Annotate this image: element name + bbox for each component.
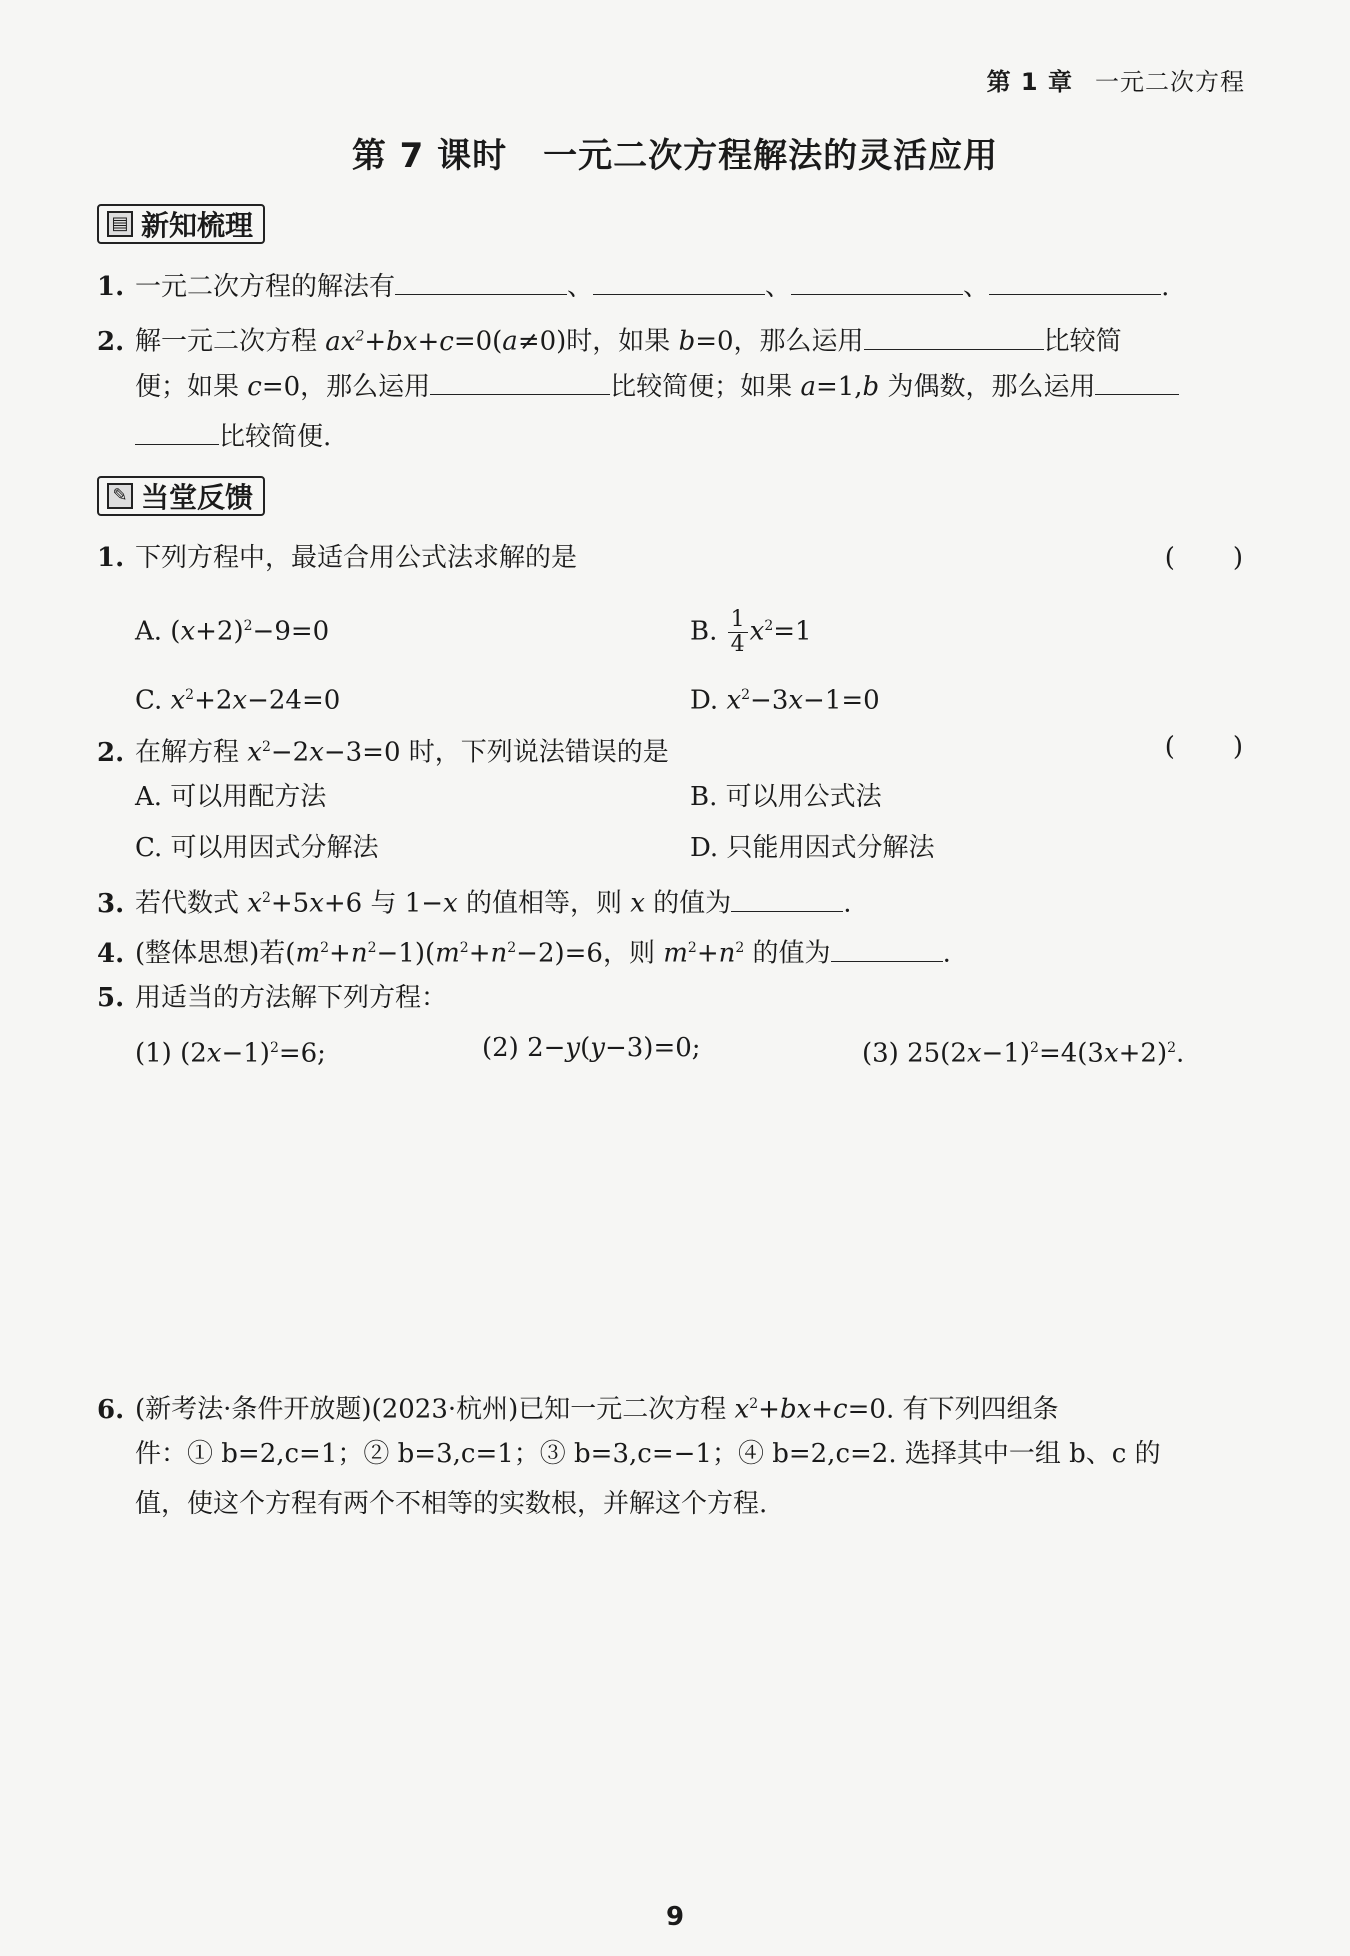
question-text: 比较简 (1043, 326, 1122, 357)
feedback-q4: 4. (整体思想)若$(m^2+n^2-1)(m^2+n^2-2)=6$，则 $m^2+n^2$ 的值为 . (97, 930, 1245, 972)
question-text: 解一元二次方程 (135, 326, 326, 357)
general-quadratic: $ax^2+bx+c$ (325, 326, 454, 357)
answer-blank[interactable] (831, 935, 943, 962)
question-number: 5. (97, 983, 125, 1013)
question-number: 2. (97, 737, 125, 768)
answer-bracket[interactable]: ( ) (1164, 543, 1245, 573)
answer-blank[interactable] (593, 268, 765, 295)
question-text: 下列方程中，最适合用公式法求解的是 (135, 543, 578, 573)
option-b[interactable]: B. 可以用公式法 (690, 782, 882, 812)
question-text: 的值相等，则 (457, 888, 631, 919)
answer-blank[interactable] (1095, 368, 1179, 395)
sub-label: (1) (135, 1038, 181, 1069)
option-a[interactable]: A. 可以用配方法 (135, 782, 327, 812)
knowledge-q1 (97, 268, 1245, 305)
separator: 、 (765, 272, 792, 302)
option-letter: B. (690, 616, 718, 647)
section-label: 新知梳理 (141, 209, 254, 242)
feedback-q6-line3: 值，使这个方程有两个不相等的实数根，并解这个方程. (135, 1489, 768, 1519)
question-text: (新考法·条件开放题)(2023·杭州)已知一元二次方程 (135, 1394, 735, 1425)
option-letter: D. (690, 685, 719, 716)
period: . (942, 938, 951, 969)
question-text: 便；如果 (135, 372, 248, 402)
separator: 、 (963, 272, 990, 302)
pencil-icon: ✎ (107, 483, 133, 509)
sub-problem-2: (2) 2−y(y−3)=0; (482, 1033, 701, 1063)
answer-blank[interactable] (989, 268, 1161, 295)
question-number: 1. (97, 272, 125, 302)
feedback-q6-line2: 件：① b=2,c=1；② b=3,c=1；③ b=3,c=−1；④ b=2,c=2. 选择其中一组 b、c 的 (135, 1439, 1161, 1469)
lesson-title (0, 128, 1350, 177)
question-text: 时，如果 (566, 326, 679, 357)
feedback-q5 (97, 980, 1245, 1016)
sub-label: (3) (862, 1038, 908, 1069)
chapter-header (987, 62, 1245, 97)
question-text: 比较简便；如果 (610, 372, 801, 402)
separator: 、 (567, 272, 594, 302)
question-number: 6. (97, 1394, 125, 1425)
question-text: 的值为 (644, 888, 732, 919)
chapter-number: 第 1 章 (986, 68, 1073, 96)
question-text: 用适当的方法解下列方程： (135, 983, 448, 1013)
answer-bracket[interactable]: ( ) (1164, 732, 1245, 762)
option-d[interactable]: D. 只能用因式分解法 (690, 833, 935, 863)
question-text: . 有下列四组条 (885, 1394, 1059, 1425)
question-text: ，那么运用 (733, 326, 864, 357)
feedback-q2: 2. 在解方程 $x^2-2x-3=0$ 时，下列说法错误的是 ( ) (97, 729, 1245, 771)
book-icon: ▤ (107, 211, 133, 237)
sub-problem-1: (1) $(2x-1)^2=6$; (135, 1038, 326, 1069)
question-text: 与 (362, 888, 405, 919)
option-letter: A. (135, 616, 163, 647)
knowledge-q2-line3 (97, 418, 1245, 455)
knowledge-q2-line1: 2. 解一元二次方程 $ax^2+bx+c=0(a\ne 0)$时，如果 b=0，那么运用 比较简 (97, 318, 1245, 360)
option-a[interactable]: A. $(x+2)^2-9=0$ (135, 616, 330, 647)
option-b[interactable]: B. $\frac{1}{4}$ $x^2=1$ (690, 607, 812, 658)
answer-blank[interactable] (864, 323, 1044, 350)
feedback-q6-line1: 6. (新考法·条件开放题)(2023·杭州)已知一元二次方程 $x^2+bx+c=0$. 有下列四组条 (97, 1386, 1245, 1428)
feedback-q1 (97, 540, 1245, 576)
question-text: 时，下列说法错误的是 (400, 737, 669, 768)
option-c[interactable]: C. 可以用因式分解法 (135, 833, 379, 863)
question-text: 比较简便. (219, 422, 332, 452)
question-text: ，则 (602, 938, 664, 969)
sub-label: (2) (482, 1033, 528, 1063)
answer-blank[interactable] (430, 368, 610, 395)
section-new-knowledge (97, 204, 265, 244)
question-number: 1. (97, 543, 125, 573)
answer-blank[interactable] (395, 268, 567, 295)
question-number: 3. (97, 888, 125, 919)
question-number: 2. (97, 326, 125, 357)
sub-problem-3: (3) $25(2x-1)^2=4(3x+2)^2$. (862, 1038, 1185, 1069)
question-number: 4. (97, 938, 125, 969)
knowledge-q2-line2: 便；如果 c=0，那么运用 比较简便；如果 a=1,b 为偶数，那么运用 (97, 368, 1245, 405)
option-letter: C. (135, 685, 163, 716)
answer-blank[interactable] (791, 268, 963, 295)
chapter-title: 一元二次方程 (1095, 68, 1245, 96)
option-c[interactable]: C. $x^2+2x-24=0$ (135, 685, 341, 716)
answer-blank[interactable] (731, 885, 843, 912)
section-class-feedback (97, 476, 265, 516)
period: . (1161, 272, 1170, 302)
option-d[interactable]: D. $x^2-3x-1=0$ (690, 685, 880, 716)
period: . (843, 888, 852, 919)
question-text: (整体思想)若 (135, 938, 286, 969)
question-text: 的值为 (744, 938, 831, 969)
fraction-one-quarter: $\frac{1}{4}$ (728, 608, 748, 657)
feedback-q3: 3. 若代数式 $x^2+5x+6$ 与 1−x 的值相等，则 x 的值为 . (97, 880, 1245, 922)
lesson-topic: 一元二次方程解法的灵活应用 (543, 136, 999, 176)
question-text: ，那么运用 (300, 372, 431, 402)
question-text: 在解方程 (135, 737, 248, 768)
page-number: 9 (665, 1902, 685, 1932)
question-text: 为偶数，那么运用 (887, 372, 1096, 402)
question-text: 一元二次方程的解法有 (135, 272, 396, 302)
lesson-number: 第 7 课时 (351, 136, 508, 176)
section-label: 当堂反馈 (141, 481, 254, 514)
question-text: 若代数式 (135, 888, 248, 919)
answer-blank[interactable] (135, 418, 219, 445)
